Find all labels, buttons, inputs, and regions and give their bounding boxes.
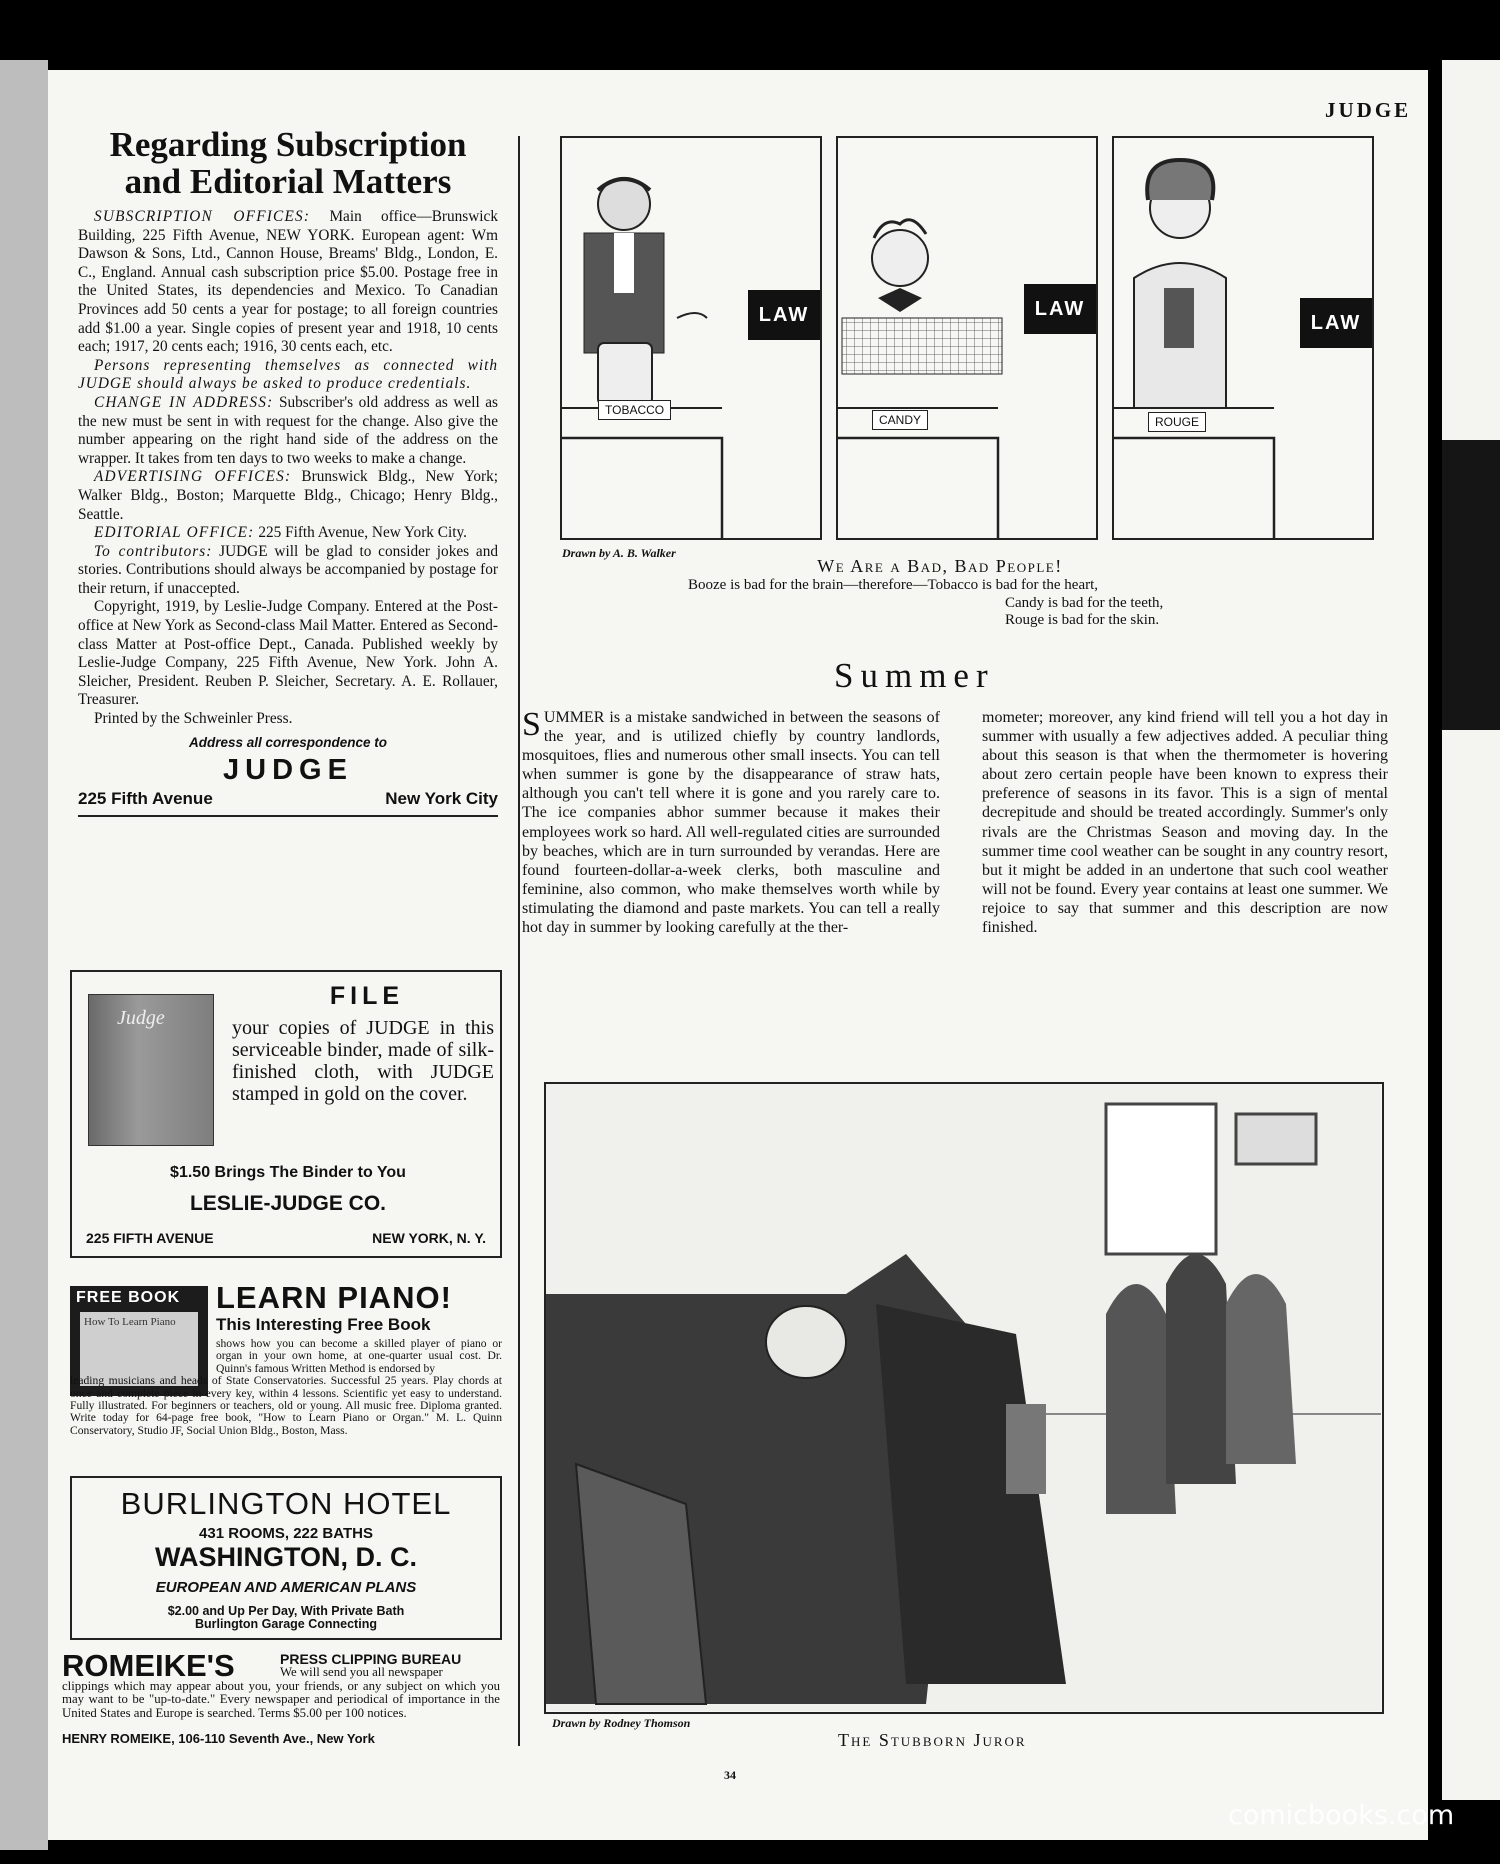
cartoon-caption-line3: Rouge is bad for the skin. bbox=[1005, 612, 1160, 628]
drop-cap: S bbox=[522, 706, 541, 743]
romeike-bureau: PRESS CLIPPING BUREAU bbox=[280, 1651, 462, 1667]
file-city: NEW YORK, N. Y. bbox=[372, 1230, 486, 1246]
copyright-paragraph bbox=[78, 598, 498, 710]
book-cover: How To Learn Piano bbox=[80, 1312, 198, 1386]
piano-advertisement bbox=[70, 1280, 502, 1438]
printer-line: Printed by the Schweinler Press. bbox=[94, 710, 293, 728]
free-book-badge: FREE BOOK bbox=[76, 1289, 181, 1306]
copyright-text: Copyright, 1919, by Leslie-Judge Company. Entered at the Post-office at New York as Second-class Mail Matter. Entered as Second-class Matter at Post-office Dept., Canada. Published weekly by Leslie-Judge Company, 225 Fifth Avenue, New York. John A. Sleicher, President. Reuben P. Sleicher, Secretary. A. E. Rollauer, Treasurer. bbox=[78, 598, 498, 709]
watermark: comicbooks.com bbox=[1228, 1800, 1455, 1831]
column-divider bbox=[518, 136, 520, 1746]
romeike-body-first: We will send you all newspaper bbox=[280, 1665, 443, 1679]
article-column-1 bbox=[522, 708, 940, 937]
article-column-1-text: UMMER is a mistake sandwiched in between the seasons of the year, and is utilized chiefly by country landlords, mosquitoes, flies and numerous other small insects. You can tell when summer is gone by the disappearance of straw hats, although you can't tell where it is gone and you rarely care to. The ice companies abhor summer because it makes their employees work so hard. All well-regulated cities are surrounded by beaches, which are in turn surrounded by verandas. Here are found fourteen-dollar-a-week clerks, both masculine and feminine, also common, who make themselves worth while by stimulating the diamond and paste markets. You can tell a really hot day in summer by looking carefully at the ther- bbox=[522, 709, 940, 937]
file-heading: FILE bbox=[329, 982, 405, 1010]
address-change-paragraph bbox=[78, 394, 498, 468]
piano-body bbox=[70, 1338, 502, 1437]
page-binding-strip bbox=[0, 60, 48, 1850]
editorial-office-paragraph bbox=[78, 524, 498, 543]
clipping-bureau-advertisement bbox=[62, 1648, 502, 1744]
cartoon-caption-lines bbox=[688, 577, 1240, 630]
hotel-name: BURLINGTON HOTEL bbox=[120, 1486, 452, 1521]
address-city: New York City bbox=[385, 788, 498, 808]
tobacco-label: TOBACCO bbox=[598, 400, 671, 420]
cartoon-caption-line2: Candy is bad for the teeth, bbox=[1005, 594, 1164, 611]
candy-label: CANDY bbox=[872, 410, 928, 430]
binder-image bbox=[88, 994, 214, 1146]
file-street: 225 FIFTH AVENUE bbox=[86, 1230, 214, 1246]
subscription-text: Main office—Brunswick Building, 225 Fifth Avenue, NEW YORK. European agent: Wm Dawson & Sons, Ltd., Cannon House, Breams' Bldg., London, E. C., England. Annual cash subscription price $5.00. Postage free in the United States, its dependencies and Mexico. To Canadian Provinces add 50 cents a year for postage; to all foreign countries add $1.00 a year. Single copies of present year and 1918, 10 cents each; 1917, 20 cents each; 1916, 30 cents each, etc. bbox=[78, 208, 498, 356]
illustration-credit: Drawn by Rodney Thomson bbox=[552, 1716, 691, 1730]
rouge-label: ROUGE bbox=[1148, 412, 1206, 432]
romeike-signature: HENRY ROMEIKE, 106-110 Seventh Ave., New York bbox=[62, 1731, 375, 1746]
piano-body-first: shows how you can become a skilled player of piano or organ in your own home, at one-quarter usual cost. Dr. Quinn's famous Written Method is endorsed by bbox=[216, 1337, 502, 1375]
hotel-rate-line1: $2.00 and Up Per Day, With Private Bath bbox=[167, 1604, 405, 1618]
editorial-title-line2: and Editorial Matters bbox=[124, 162, 452, 201]
adjacent-page-edge bbox=[1442, 60, 1500, 1800]
address-name: JUDGE bbox=[223, 753, 353, 786]
binder-title: Judge bbox=[117, 1007, 165, 1029]
editorial-notice bbox=[78, 126, 498, 817]
cartoon-credit: Drawn by A. B. Walker bbox=[562, 546, 676, 560]
address-heading: Address all correspondence to bbox=[188, 734, 388, 750]
cartoon-title: We Are a Bad, Bad People! bbox=[817, 556, 1063, 576]
page-number: 34 bbox=[724, 1768, 736, 1782]
law-sleeve-3: LAW bbox=[1300, 298, 1372, 348]
advertising-text: Brunswick Bldg., New York; Walker Bldg., Boston; Marquette Bldg., Chicago; Henry Bldg., Seattle. bbox=[78, 468, 498, 523]
juror-illustration bbox=[544, 1082, 1384, 1714]
contributors-paragraph bbox=[78, 543, 498, 599]
candy-panel-drawing bbox=[838, 138, 1096, 538]
romeike-name: ROMEIKE'S bbox=[62, 1648, 235, 1683]
cartoon-caption-line1: Booze is bad for the brain—therefore—Tobacco is bad for the heart, bbox=[688, 577, 1099, 593]
cartoon-caption bbox=[640, 556, 1240, 630]
piano-subtitle: This Interesting Free Book bbox=[216, 1315, 431, 1334]
article-column-2: mometer; moreover, any kind friend will tell you a hot day in summer with usually a few adjectives added. A peculiar thing about this season is that when the thermometer is hovering about zero certain people have been known to express their preference of seasons in its favor. This is a sign of mental decrepitude and should be treated accordingly. Summer's only rivals are the Christmas Season and moving day. In the summer time cool weather can be sought in any country resort, but it might be added in an undertone that such cool weather will not be found. Every year contains at least one summer. We rejoice to say that summer and this description are now finished. bbox=[982, 709, 1388, 937]
hotel-rooms: 431 ROOMS, 222 BATHS bbox=[199, 1525, 373, 1542]
piano-title: LEARN PIANO! bbox=[216, 1280, 452, 1315]
adjacent-page-dark-block bbox=[1442, 440, 1500, 730]
article-title: Summer bbox=[834, 656, 995, 695]
cartoon-panel-tobacco bbox=[560, 136, 822, 540]
advertising-label: ADVERTISING OFFICES: bbox=[94, 468, 292, 486]
file-address bbox=[86, 1230, 486, 1246]
romeike-body-rest: clippings which may appear about you, your friends, or any subject on which you may want to be "up-to-date." Every newspaper and periodical of importance in the United States and Europe is searched. Terms $5.00 per 100 notices. bbox=[62, 1678, 500, 1720]
editorial-office-label: EDITORIAL OFFICE: bbox=[94, 524, 255, 542]
editorial-title-line1: Regarding Subscription bbox=[109, 125, 467, 164]
romeike-body bbox=[62, 1666, 500, 1720]
binder-advertisement bbox=[70, 970, 502, 1258]
address-change-text: Subscriber's old address as well as the new must be sent in with request for the change. Also give the number appearing on the right hand side of the address on the wrapper. It takes from ten days to two weeks to make a change. bbox=[78, 393, 499, 467]
address-row bbox=[78, 789, 498, 809]
credentials-text: Persons representing themselves as connected with JUDGE should always be asked to produce credentials. bbox=[78, 356, 498, 393]
juror-drawing bbox=[546, 1084, 1381, 1711]
law-sleeve-1: LAW bbox=[748, 290, 820, 340]
piano-body-rest: leading musicians and heads of State Conservatories. Successful 25 years. Play chords at once and complete piece in every key, within 4 lessons. Scientific yet easy to understand. Fully illustrated. For beginners or teachers, old or young. All music free. Diploma granted. Write today for 64-page free book, "How to Learn Piano or Organ." M. L. Quinn Conservatory, Studio JF, Social Union Bldg., Boston, Mass. bbox=[70, 1374, 502, 1437]
address-street: 225 Fifth Avenue bbox=[78, 788, 213, 808]
file-company: LESLIE-JUDGE CO. bbox=[189, 1192, 387, 1215]
hotel-advertisement bbox=[70, 1476, 502, 1640]
file-price: $1.50 Brings The Binder to You bbox=[170, 1164, 406, 1181]
editorial-office-text: 225 Fifth Avenue, New York City. bbox=[258, 524, 467, 542]
editorial-title bbox=[78, 126, 498, 200]
hotel-city: WASHINGTON, D. C. bbox=[154, 1542, 417, 1572]
credentials-paragraph bbox=[78, 357, 498, 394]
cartoon-panel-candy bbox=[836, 136, 1098, 540]
file-description: your copies of JUDGE in this serviceable binder, made of silk-finished cloth, with JUDGE stamped in gold on the cover. bbox=[232, 1017, 494, 1105]
subscription-label: SUBSCRIPTION OFFICES: bbox=[94, 208, 311, 225]
law-sleeve-2: LAW bbox=[1024, 284, 1096, 334]
hotel-rates bbox=[72, 1605, 500, 1631]
advertising-paragraph bbox=[78, 468, 498, 524]
hotel-plans: EUROPEAN AND AMERICAN PLANS bbox=[155, 1579, 417, 1596]
running-head: JUDGE bbox=[1325, 98, 1412, 122]
address-change-label: CHANGE IN ADDRESS: bbox=[94, 393, 274, 411]
cartoon-panel-rouge bbox=[1112, 136, 1374, 540]
divider-rule bbox=[78, 815, 498, 817]
subscription-paragraph bbox=[78, 208, 498, 357]
contributors-label: To contributors: bbox=[94, 542, 213, 560]
hotel-rate-line2: Burlington Garage Connecting bbox=[195, 1617, 377, 1631]
illustration-caption: The Stubborn Juror bbox=[838, 1730, 1027, 1750]
contributors-text: JUDGE will be glad to consider jokes and stories. Contributions should always be accompanied by postage for their return, if unaccepted. bbox=[78, 542, 499, 597]
